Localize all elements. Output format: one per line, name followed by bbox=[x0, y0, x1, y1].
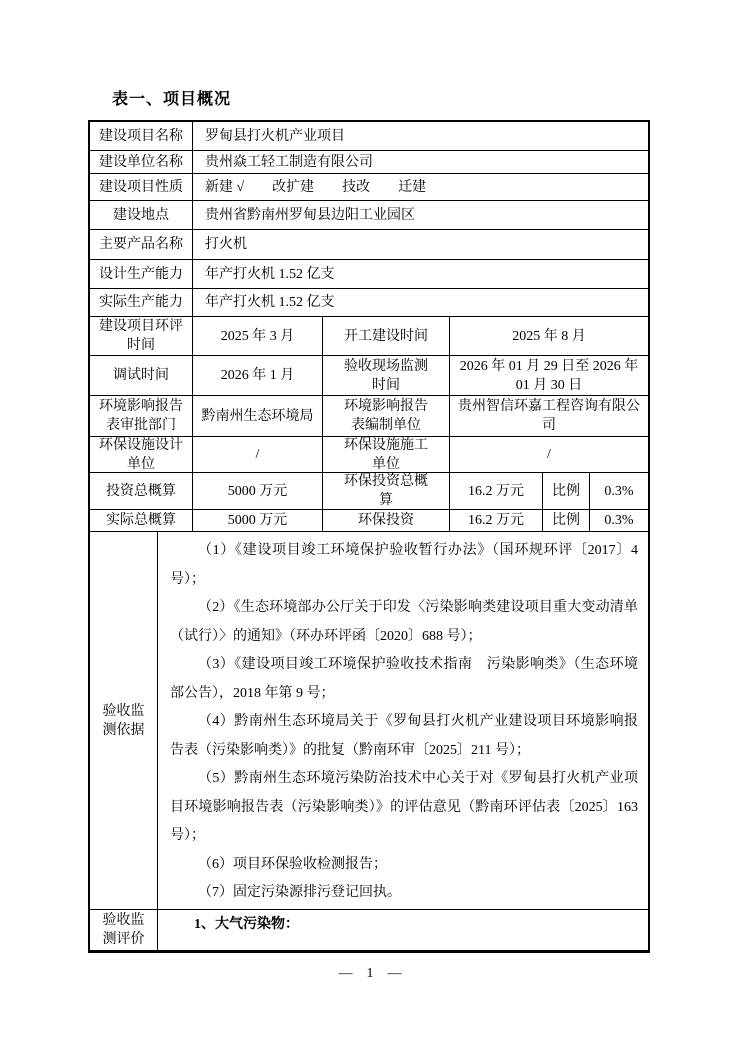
basis-item: （2）《生态环境部办公厅关于印发〈污染影响类建设项目重大变动清单（试行）〉的通知》（环办环评函〔2020〕688 号）； bbox=[170, 600, 638, 644]
table-row-basis bbox=[90, 532, 648, 910]
row-value: 打火机 bbox=[205, 237, 247, 252]
row-value: / bbox=[193, 437, 323, 472]
row-label: 建设项目环评时间 bbox=[90, 317, 193, 355]
row-value: 黔南州生态环境局 bbox=[193, 396, 323, 436]
basis-item: （7）固定污染源排污登记回执。 bbox=[198, 885, 401, 900]
table-row bbox=[90, 260, 648, 289]
row-label: 开工建设时间 bbox=[323, 317, 450, 355]
row-value: 2025 年 8 月 bbox=[512, 328, 586, 344]
project-overview-table bbox=[88, 120, 650, 953]
table-row bbox=[90, 396, 648, 437]
row-label: 调试时间 bbox=[90, 356, 193, 395]
row-label: 设计生产能力 bbox=[90, 260, 193, 288]
row-value: 年产打火机 1.52 亿支 bbox=[205, 295, 335, 310]
basis-item: （3）《建设项目竣工环境保护验收技术指南 污染影响类》（生态环境部公告），2018 年第 9 号； bbox=[170, 657, 638, 701]
table-row bbox=[90, 174, 648, 201]
row-value: 贵州智信环嘉工程咨询有限公司 bbox=[458, 399, 640, 433]
table-row bbox=[90, 317, 648, 356]
row-label: 建设项目性质 bbox=[90, 174, 193, 200]
row-value: 罗甸县打火机产业项目 bbox=[205, 128, 345, 144]
page-title: 表一、项目概况 bbox=[112, 91, 232, 108]
row-label: 建设地点 bbox=[90, 201, 193, 229]
row-value: 16.2 万元 bbox=[450, 473, 543, 509]
row-label: 建设单位名称 bbox=[90, 151, 193, 173]
table-row bbox=[90, 230, 648, 260]
basis-item: （5）黔南州生态环境污染防治技术中心关于对《罗甸县打火机产业项目环境影响报告表（污染影响类）》的评估意见（黔南环评估表〔2025〕163 号）； bbox=[170, 771, 638, 843]
row-label: 环保设施施工单位 bbox=[323, 437, 450, 472]
row-value: 5000 万元 bbox=[193, 510, 323, 531]
table-row bbox=[90, 473, 648, 510]
row-value: 贵州焱工轻工制造有限公司 bbox=[205, 154, 373, 170]
row-label: 投资总概算 bbox=[90, 473, 193, 509]
basis-item: （4）黔南州生态环境局关于《罗甸县打火机产业建设项目环境影响报告表（污染影响类）》的批复（黔南环审〔2025〕211 号）； bbox=[170, 714, 638, 758]
row-value: 5000 万元 bbox=[193, 473, 323, 509]
row-value: 16.2 万元 bbox=[450, 510, 543, 531]
row-value: 2026 年 1 月 bbox=[193, 356, 323, 395]
table-row bbox=[90, 356, 648, 396]
row-label: 环境影响报告表审批部门 bbox=[90, 396, 193, 436]
row-label: 主要产品名称 bbox=[90, 230, 193, 259]
table-row bbox=[90, 510, 648, 532]
row-label: 验收现场监测时间 bbox=[323, 356, 450, 395]
row-label: 环保投资 bbox=[323, 510, 450, 531]
evaluation-label: 验收监测评价 bbox=[90, 910, 158, 950]
row-label: 建设项目名称 bbox=[90, 122, 193, 150]
ratio-value: 0.3% bbox=[604, 513, 634, 528]
row-value: 新建 √ 改扩建 技改 迁建 bbox=[205, 179, 427, 195]
page-number: — 1 — bbox=[338, 966, 402, 981]
basis-item: （1）《建设项目竣工环境保护验收暂行办法》（国环规环评〔2017〕4 号）； bbox=[170, 543, 638, 587]
basis-label: 验收监测依据 bbox=[90, 532, 158, 909]
table-row bbox=[90, 122, 648, 151]
ratio-label: 比例 bbox=[543, 473, 590, 509]
row-label: 实际总概算 bbox=[90, 510, 193, 531]
evaluation-heading: 1、大气污染物： bbox=[194, 917, 299, 932]
table-row bbox=[90, 289, 648, 317]
ratio-label: 比例 bbox=[543, 510, 590, 531]
row-value: / bbox=[547, 447, 551, 462]
row-label: 实际生产能力 bbox=[90, 289, 193, 316]
row-label: 环境影响报告表编制单位 bbox=[323, 396, 450, 436]
row-value: 年产打火机 1.52 亿支 bbox=[205, 266, 335, 282]
row-value: 2026 年 01 月 29 日至 2026 年 01 月 30 日 bbox=[459, 358, 639, 393]
basis-item: （6）项目环保验收检测报告； bbox=[198, 856, 387, 872]
table-row bbox=[90, 437, 648, 473]
table-row-evaluation bbox=[90, 910, 648, 950]
table-row bbox=[90, 201, 648, 230]
row-value: 2025 年 3 月 bbox=[193, 317, 323, 355]
row-label: 环保设施设计单位 bbox=[90, 437, 193, 472]
table-row bbox=[90, 151, 648, 174]
ratio-value: 0.3% bbox=[604, 483, 634, 499]
basis-content bbox=[158, 532, 648, 909]
row-label: 环保投资总概算 bbox=[323, 473, 450, 509]
row-value: 贵州省黔南州罗甸县边阳工业园区 bbox=[205, 207, 415, 223]
